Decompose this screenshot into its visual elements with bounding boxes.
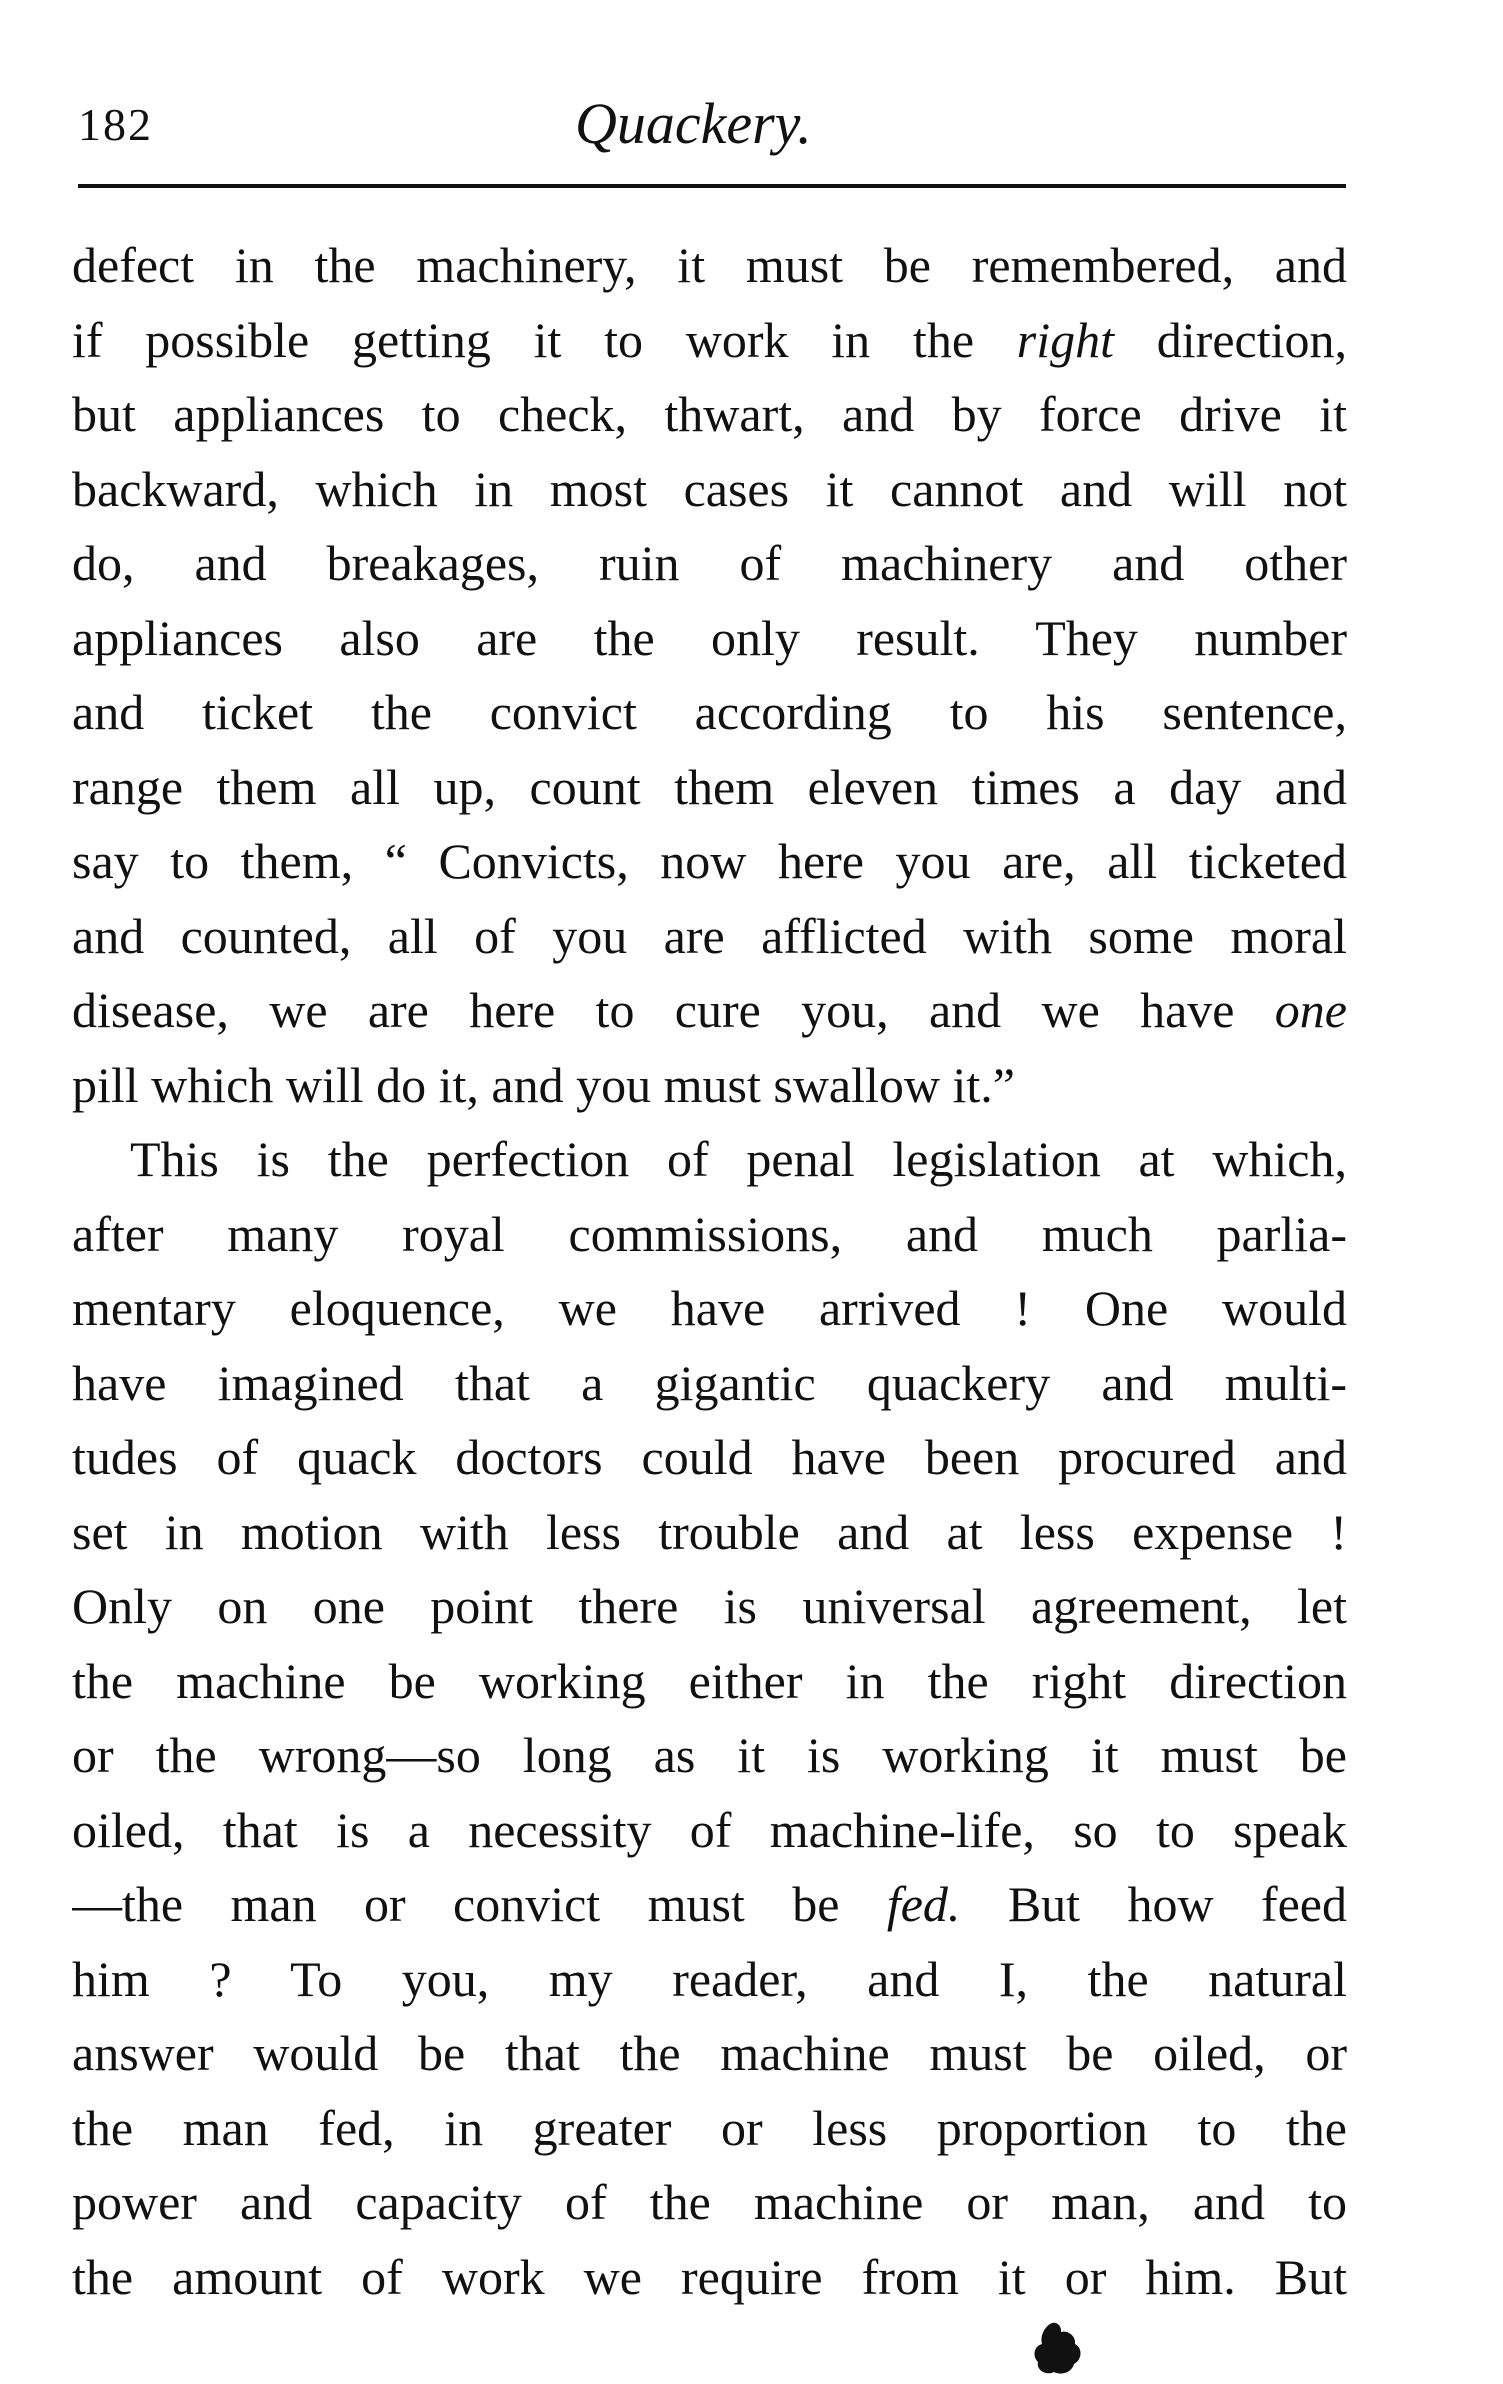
text-line: answer would be that the machine must be oiled, or <box>72 2025 1347 2081</box>
ink-blot <box>1028 2318 1088 2378</box>
text-run: disease, we are here to cure you, and we have <box>72 982 1275 1038</box>
text-line: the machine be working either in the right direction <box>72 1652 1347 1709</box>
text-line: range them all up, count them eleven times a day and <box>72 758 1347 815</box>
text-line: pill which will do it, and you must swallow it.” <box>72 1056 1015 1113</box>
text-line: Only on one point there is universal agreement, let <box>72 1578 1347 1634</box>
text-line: and ticket the convict according to his sentence, <box>72 684 1347 740</box>
text-line: do, and breakages, ruin of machinery and other <box>72 535 1347 591</box>
text-line: the man fed, in greater or less proportion to the <box>72 2099 1347 2156</box>
text-line: power and capacity of the machine or man, and to <box>72 2174 1347 2230</box>
text-line <box>72 303 1347 378</box>
text-run: direction, <box>1114 311 1347 368</box>
text-line: appliances also are the only result. They number <box>72 609 1347 666</box>
text-line: mentary eloquence, we have arrived ! One would <box>72 1280 1347 1336</box>
text-line: the amount of work we require from it or him. But <box>72 2248 1347 2305</box>
text-line: after many royal commissions, and much parlia- <box>72 1205 1347 1262</box>
text-line: him ? To you, my reader, and I, the natural <box>72 1950 1347 2007</box>
text-line: set in motion with less trouble and at less expense ! <box>72 1503 1347 1560</box>
text-line <box>72 1867 1347 1942</box>
body-text <box>72 228 1347 2314</box>
text-line: This is the perfection of penal legislation at which, <box>130 1131 1347 1187</box>
page-number: 182 <box>78 99 153 150</box>
text-line: oiled, that is a necessity of machine-life, so to speak <box>72 1801 1347 1858</box>
text-line: say to them, “ Convicts, now here you are, all ticketed <box>72 833 1347 889</box>
italic-word: one <box>1274 982 1347 1038</box>
text-line <box>72 973 1347 1048</box>
header-rule <box>78 184 1346 188</box>
italic-word: fed. <box>886 1876 961 1932</box>
text-run: —the man or convict must be <box>72 1876 887 1932</box>
text-run: if possible getting it to work in the <box>72 311 1017 368</box>
text-line: and counted, all of you are afflicted with some moral <box>72 907 1347 964</box>
text-line: tudes of quack doctors could have been procured and <box>72 1429 1347 1485</box>
italic-word: right <box>1016 311 1115 368</box>
text-run: But how feed <box>960 1876 1347 1932</box>
text-line: have imagined that a gigantic quackery and multi- <box>72 1354 1347 1411</box>
text-line: defect in the machinery, it must be remembered, and <box>72 237 1347 293</box>
text-line: backward, which in most cases it cannot and will not <box>72 460 1347 517</box>
running-title: Quackery. <box>575 91 812 156</box>
text-line: or the wrong—so long as it is working it must be <box>72 1727 1347 1783</box>
text-line: but appliances to check, thwart, and by force drive it <box>72 386 1347 442</box>
